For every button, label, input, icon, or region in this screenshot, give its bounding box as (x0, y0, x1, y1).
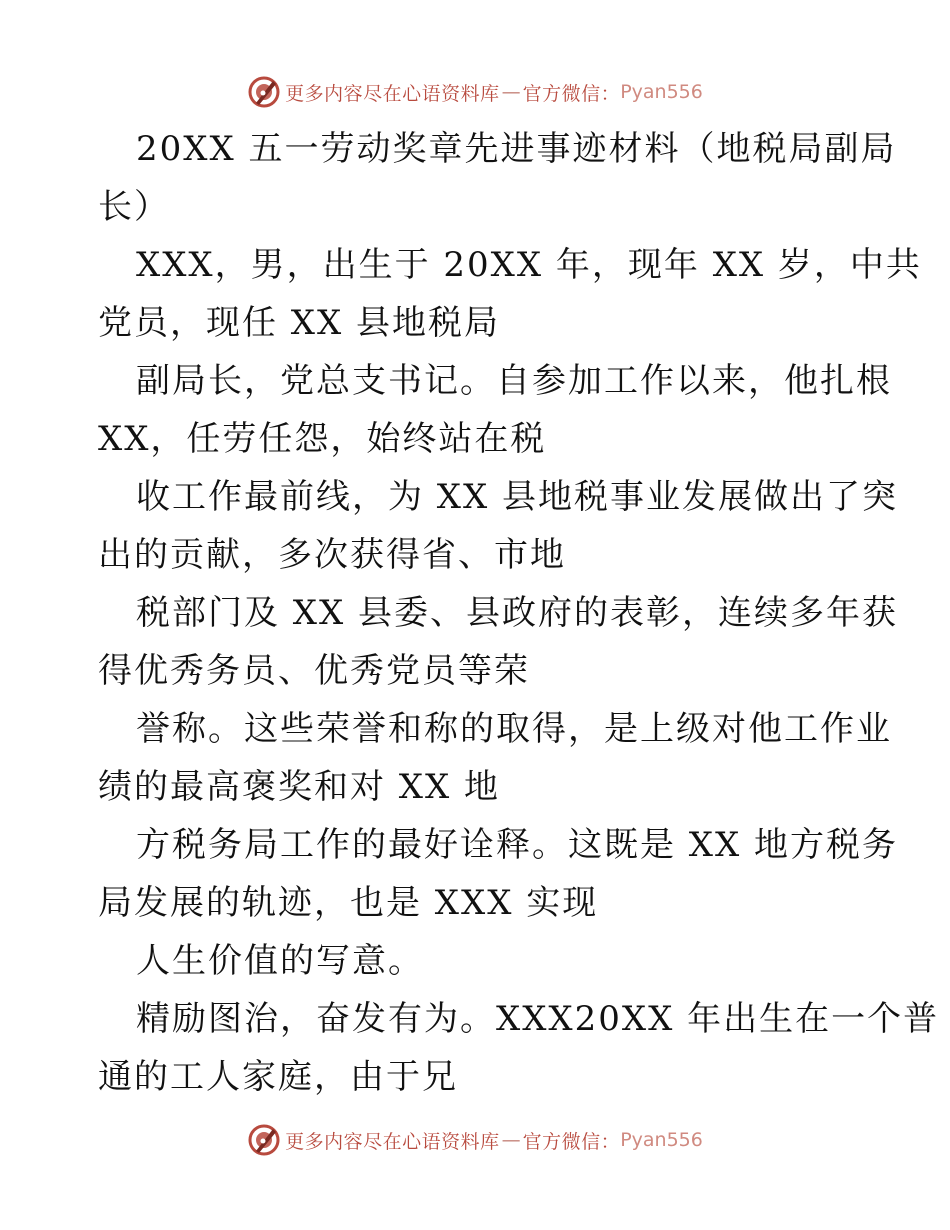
watermark-account: Pyan556 (620, 81, 703, 103)
body-line: 誉称。这些荣誉和称的取得，是上级对他工作业 (136, 709, 892, 749)
writing-pen-logo-icon (247, 1123, 281, 1157)
body-line: 局发展的轨迹，也是 XXX 实现 (98, 883, 599, 923)
body-line: 党员，现任 XX 县地税局 (98, 303, 501, 343)
watermark-text: 更多内容尽在心语资料库 (285, 82, 500, 105)
body-line: 副局长，党总支书记。自参加工作以来，他扎根 (136, 361, 892, 401)
watermark-text: 更多内容尽在心语资料库 (285, 1130, 500, 1153)
watermark-suffix: 官方微信： (522, 1130, 621, 1153)
body-paragraph (98, 468, 899, 584)
body-paragraph (98, 816, 899, 932)
watermark-suffix: 官方微信： (522, 82, 621, 105)
body-paragraph (98, 990, 940, 1106)
watermark-separator: — (501, 81, 521, 103)
body-paragraph (98, 236, 922, 352)
body-line: 税部门及 XX 县委、县政府的表彰，连续多年获 (136, 593, 899, 633)
body-line: 人生价值的写意。 (136, 941, 424, 981)
document-body (98, 120, 940, 1106)
body-line: XXX，男，出生于 20XX 年，现年 XX 岁，中共 (136, 245, 922, 285)
document-title-line-1: 20XX 五一劳动奖章先进事迹材料（地税局副局 (136, 129, 897, 169)
body-line: XX，任劳任怨，始终站在税 (98, 419, 547, 459)
writing-pen-logo-icon (247, 75, 281, 109)
body-line: 绩的最高褒奖和对 XX 地 (98, 767, 501, 807)
body-line: 收工作最前线，为 XX 县地税事业发展做出了突 (136, 477, 899, 517)
body-paragraph (98, 700, 892, 816)
body-line: 通的工人家庭，由于兄 (98, 1057, 458, 1097)
body-line: 精励图治，奋发有为。XXX20XX 年出生在一个普 (136, 999, 940, 1039)
body-paragraph (98, 352, 892, 468)
body-paragraph (98, 584, 899, 700)
body-line: 出的贡献，多次获得省、市地 (98, 535, 566, 575)
title-paragraph (98, 120, 897, 236)
document-title-line-2: 长） (98, 187, 170, 227)
watermark-account: Pyan556 (620, 1129, 703, 1151)
footer-watermark (0, 1120, 950, 1160)
body-line: 方税务局工作的最好诠释。这既是 XX 地方税务 (136, 825, 899, 865)
body-line: 得优秀务员、优秀党员等荣 (98, 651, 530, 691)
header-watermark (0, 72, 950, 112)
watermark-separator: — (501, 1129, 521, 1151)
body-paragraph (98, 932, 858, 990)
